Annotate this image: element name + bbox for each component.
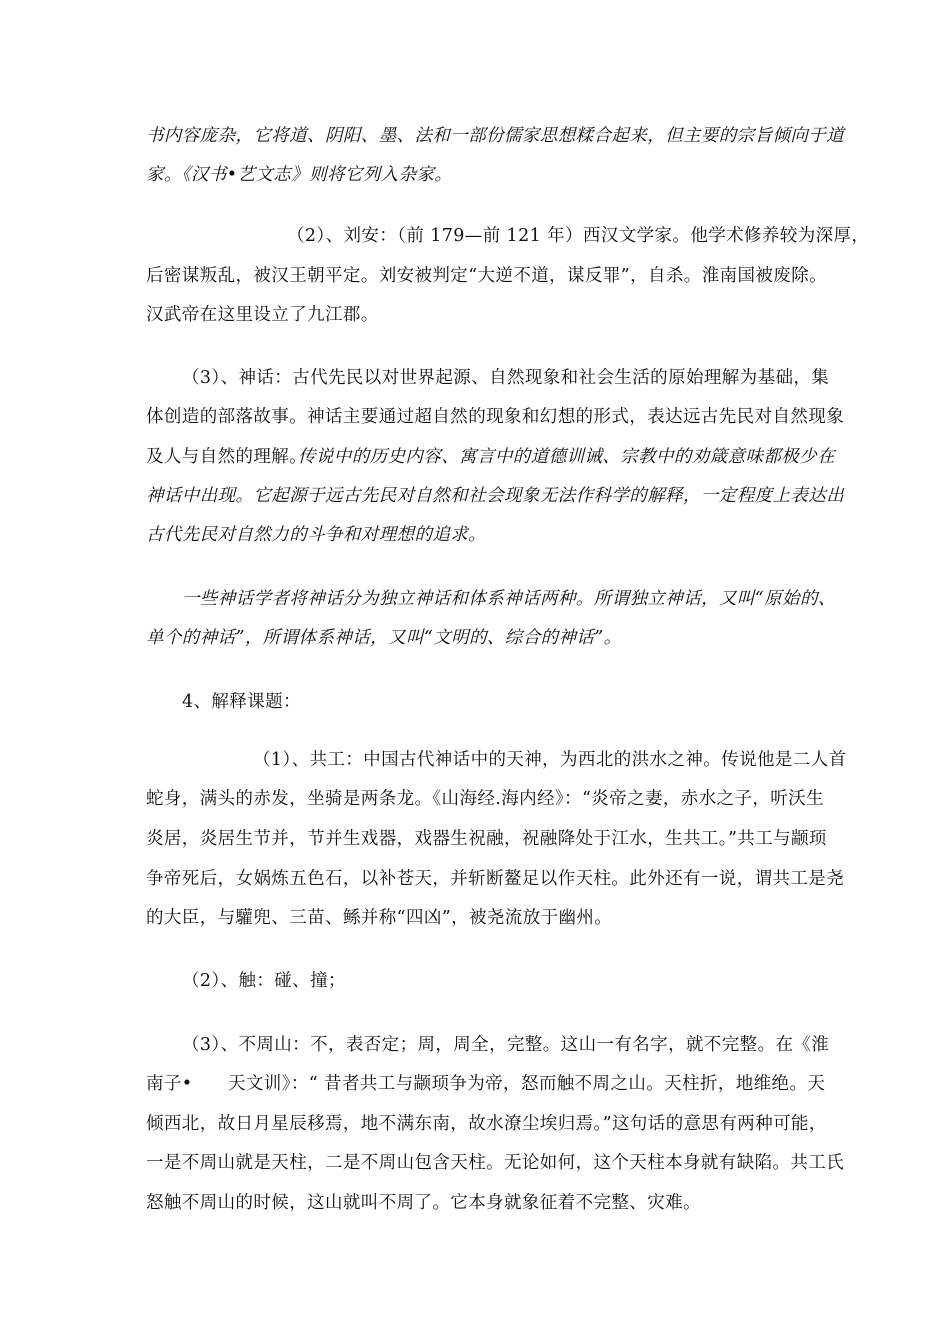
buzhoushan-line-3: 倾西北，故日月星辰移焉，地不满东南，故水潦尘埃归焉。”这句话的意思有两种可能，	[146, 1114, 827, 1134]
gonggong-line-4: 争帝死后，女娲炼五色石，以补苍天，并斩断鳌足以作天柱。此外还有一说，谓共工是尧	[146, 869, 845, 889]
gonggong-line-1: （1）、共工：中国古代神话中的天神，为西北的洪水之神。传说他是二人首	[253, 750, 847, 770]
myth-types-line-2: 单个的神话”，所谓体系神话，又叫“文明的、综合的神话”。	[146, 628, 622, 648]
liuan-line-2: 后密谋叛乱，被汉王朝平定。刘安被判定“大逆不道，谋反罪”，自杀。淮南国被废除。	[146, 266, 827, 286]
myth-line-4: 神话中出现。它起源于远古先民对自然和社会现象无法作科学的解释，一定程度上表达出	[146, 486, 845, 506]
buzhoushan-line-1: （3）、不周山：不，表否定；周，周全，完整。这山一有名字，就不完整。在《淮	[182, 1035, 830, 1055]
buzhoushan-line-5: 怒触不周山的时候，这山就叫不周了。它本身就象征着不完整、灾难。	[146, 1193, 701, 1213]
myth-line-1: （3）、神话：古代先民以对世界起源、自然现象和社会生活的原始理解为基础，集	[182, 368, 830, 388]
chu-definition: （2）、触：碰、撞；	[182, 971, 346, 991]
liuan-line-3: 汉武帝在这里设立了九江郡。	[146, 305, 379, 325]
buzhoushan-line-4: 一是不周山就是天柱，二是不周山包含天柱。无论如何，这个天柱本身就有缺陷。共工氏	[146, 1153, 845, 1173]
liuan-line-1: （2）、刘安：（前 179—前 121 年）西汉文学家。他学术修养较为深厚，	[287, 226, 870, 246]
buzhoushan-line-2b: 天文训》：“ 昔者共工与颛顼争为帝，怒而触不周之山。天柱折，地维绝。天	[228, 1074, 826, 1094]
intro-line-2: 家。《汉书•艺文志》则将它列入杂家。	[146, 165, 453, 185]
section-4-heading: 4、解释课题：	[182, 692, 301, 712]
buzhoushan-line-2a: 南子•	[146, 1074, 193, 1094]
myth-line-3b: 传说中的历史内容、寓言中的道德训诫、宗教中的劝箴意味都极少在	[298, 447, 835, 467]
myth-line-5: 古代先民对自然力的斗争和对理想的追求。	[146, 525, 487, 545]
myth-types-line-1: 一些神话学者将神话分为独立神话和体系神话两种。所谓独立神话，又叫“原始的、	[182, 589, 836, 609]
myth-line-3a: 及人与自然的理解。	[146, 447, 308, 467]
intro-line-1: 书内容庞杂，它将道、阴阳、墨、法和一部份儒家思想糅合起来，但主要的宗旨倾向于道	[146, 126, 845, 146]
myth-line-2: 体创造的部落故事。神话主要通过超自然的现象和幻想的形式，表达远古先民对自然现象	[146, 407, 845, 427]
gonggong-line-2: 蛇身，满头的赤发，坐骑是两条龙。《山海经.海内经》：“炎帝之妻，赤水之子，听沃生	[146, 789, 825, 809]
gonggong-line-3: 炎居，炎居生节并，节并生戏器，戏器生祝融，祝融降处于江水，生共工。”共工与颛顼	[146, 829, 827, 849]
gonggong-line-5: 的大臣，与驩兜、三苗、鲧并称“四凶”，被尧流放于幽州。	[146, 908, 613, 928]
